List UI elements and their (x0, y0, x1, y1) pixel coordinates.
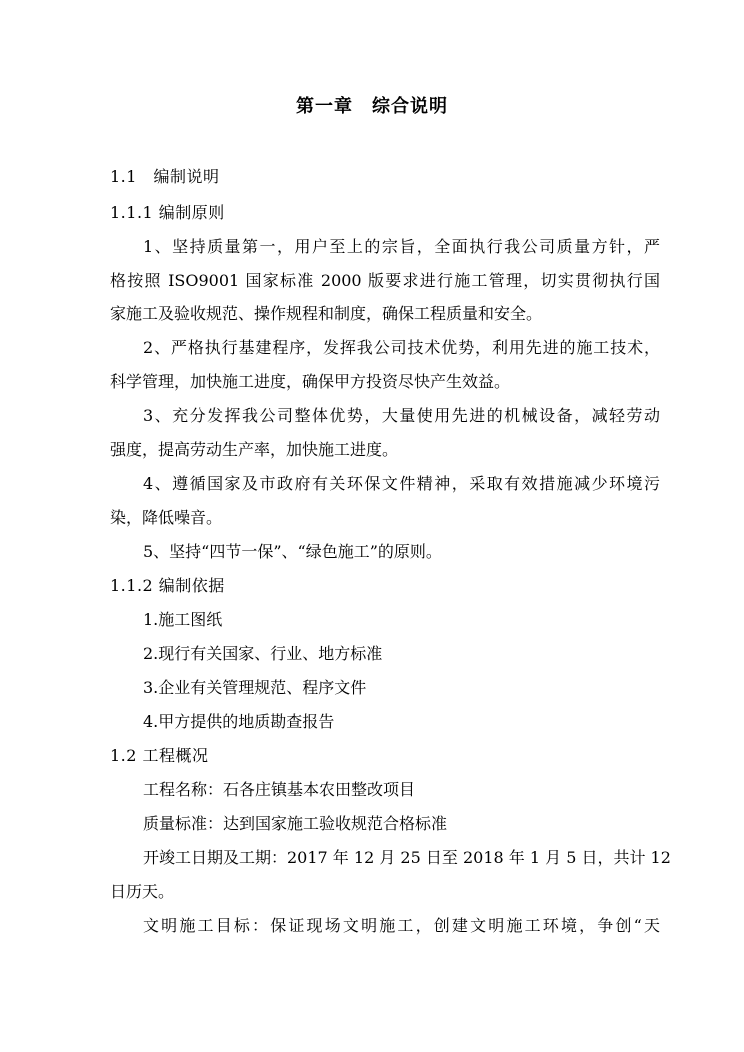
basis-item-1: 1.施工图纸 (143, 610, 223, 629)
paragraph-4-line-1: 4、遵循国家及市政府有关环保文件精神，采取有效措施减少环境污 (143, 474, 660, 493)
section-heading-1-1-1: 1.1.1 编制原则 (110, 203, 225, 222)
section-heading-1-2: 1.2 工程概况 (110, 746, 209, 765)
paragraph-4-line-2: 染，降低噪音。 (110, 508, 223, 527)
section-heading-1-1-2: 1.1.2 编制依据 (110, 576, 225, 595)
schedule-line-2: 日历天。 (110, 882, 175, 901)
paragraph-1-line-1: 1、坚持质量第一，用户至上的宗旨，全面执行我公司质量方针，严 (143, 237, 660, 256)
basis-item-4: 4.甲方提供的地质勘查报告 (143, 712, 335, 731)
section-heading-1-1: 1.1 编制说明 (110, 167, 220, 186)
basis-item-3: 3.企业有关管理规范、程序文件 (143, 678, 367, 697)
paragraph-1-line-2: 格按照 ISO9001 国家标准 2000 版要求进行施工管理，切实贯彻执行国 (110, 271, 660, 290)
paragraph-3-line-1: 3、充分发挥我公司整体优势，大量使用先进的机械设备，减轻劳动 (143, 406, 660, 425)
quality-standard-line: 质量标准：达到国家施工验收规范合格标准 (143, 814, 448, 833)
paragraph-2-line-1: 2、严格执行基建程序，发挥我公司技术优势，利用先进的施工技术， (143, 338, 660, 357)
basis-item-2: 2.现行有关国家、行业、地方标准 (143, 644, 383, 663)
paragraph-2-line-2: 科学管理，加快施工进度，确保甲方投资尽快产生效益。 (110, 372, 511, 391)
project-name-line: 工程名称：石各庄镇基本农田整改项目 (143, 780, 416, 799)
paragraph-1-line-3: 家施工及验收规范、操作规程和制度，确保工程质量和安全。 (110, 304, 543, 323)
schedule-line-1: 开竣工日期及工期：2017 年 12 月 25 日至 2018 年 1 月 5 日，共计 12 (143, 848, 671, 867)
chapter-title: 第一章 综合说明 (296, 96, 448, 117)
paragraph-3-line-2: 强度，提高劳动生产率，加快施工进度。 (110, 440, 399, 459)
civilized-construction-line-1: 文明施工目标：保证现场文明施工，创建文明施工环境，争创“天 (143, 916, 660, 935)
paragraph-5-line-1: 5、坚持“四节一保”、“绿色施工”的原则。 (143, 542, 442, 561)
